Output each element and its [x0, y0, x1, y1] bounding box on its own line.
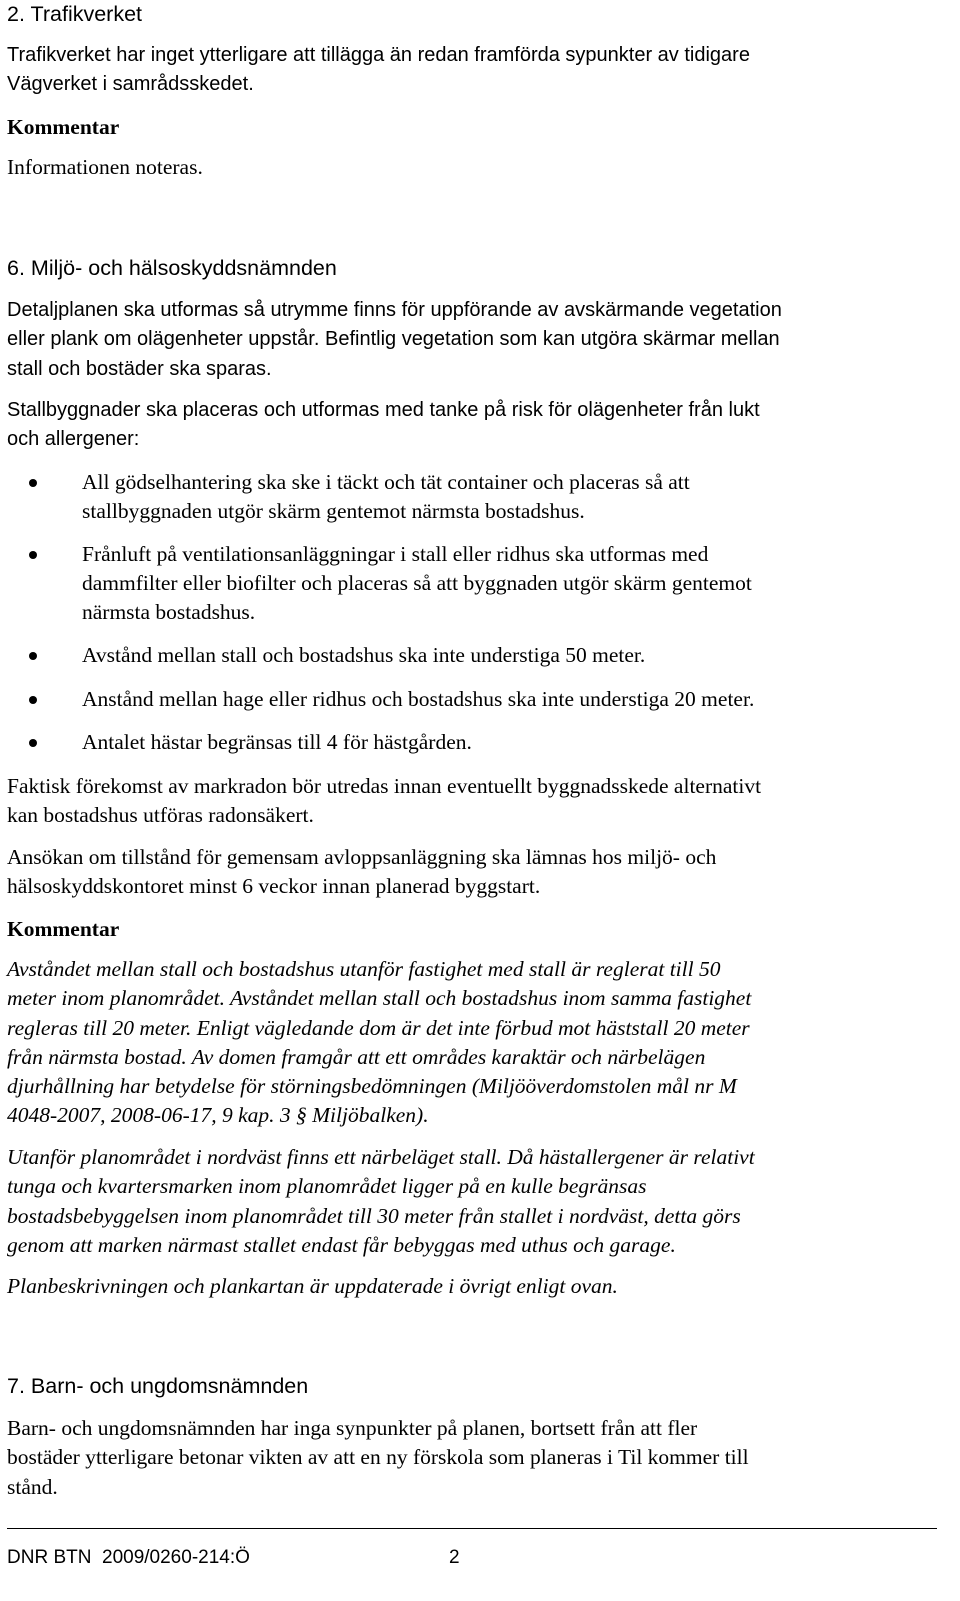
paragraph [7, 843, 947, 902]
bullet-icon [29, 739, 37, 747]
paragraph [7, 1414, 947, 1502]
paragraph [7, 296, 947, 384]
list-item: Frånluft på ventilationsanläggningar i stall eller ridhus ska utformas med dammfilter eller biofilter och placeras så att byggnaden utgör skärm gentemot närmsta bostadshus. [7, 540, 947, 628]
paragraph-line: Faktisk förekomst av markradon bör utredas innan eventuellt byggnadsskede alternativt [7, 774, 762, 798]
comment-text: Informationen noteras. [7, 155, 203, 179]
paragraph-line: genom att marken närmast stallet endast får bebyggas med uthus och garage. [7, 1232, 676, 1257]
page-number: 2 [449, 1547, 460, 1568]
paragraph-line: och allergener: [7, 428, 140, 451]
paragraph-line: Ansökan om tillstånd för gemensam avloppsanläggning ska lämnas hos miljö- och [7, 845, 717, 869]
paragraph-line: Avståndet mellan stall och bostadshus utanför fastighet med stall är reglerat till 50 [7, 957, 721, 981]
comment-label: Kommentar [7, 115, 120, 139]
document-reference: DNR BTN 2009/0260-214:Ö [7, 1547, 250, 1568]
paragraph-line: Vägverket i samrådsskedet. [7, 73, 254, 96]
paragraph-line: meter inom planområdet. Avståndet mellan stall och bostadshus inom samma fastighet [7, 986, 752, 1011]
bullet-icon [29, 551, 37, 559]
bullet-icon [29, 652, 37, 660]
bullet-icon [29, 479, 37, 487]
footer-divider [7, 1528, 937, 1529]
paragraph-line: Trafikverket har inget ytterligare att tillägga än redan framförda sypunkter av tidigare [7, 44, 750, 66]
section-heading: 6. Miljö- och hälsoskyddsnämnden [7, 256, 337, 280]
paragraph-line: kan bostadshus utföras radonsäkert. [7, 803, 314, 828]
paragraph-line: regleras till 20 meter. Enligt vägledande dom är det inte förbud mot häststall 20 meter [7, 1015, 750, 1040]
section-heading: 7. Barn- och ungdomsnämnden [7, 1374, 309, 1398]
comment-paragraph: Planbeskrivningen och plankartan är uppdaterade i övrigt enligt ovan. [7, 1274, 618, 1298]
paragraph-line: Barn- och ungdomsnämnden har inga synpunkter på planen, bortsett från att fler [7, 1416, 698, 1440]
paragraph-line: tunga och kvartersmarken inom planområdet ligger på en kulle begränsas [7, 1174, 647, 1199]
paragraph [7, 41, 947, 100]
bullet-list [7, 468, 947, 757]
list-item: Anstånd mellan hage eller ridhus och bostadshus ska inte understiga 20 meter. [7, 685, 947, 714]
paragraph-line: Utanför planområdet i nordväst finns ett närbeläget stall. Då hästallergener är relativt [7, 1145, 755, 1169]
comment-paragraph [7, 1143, 947, 1260]
paragraph-line: stånd. [7, 1474, 58, 1499]
paragraph-line: stall och bostäder ska sparas. [7, 357, 272, 380]
section-trafikverket [7, 0, 947, 28]
bullet-icon [29, 696, 37, 704]
section-heading: 2. Trafikverket [7, 2, 143, 26]
list-item: All gödselhantering ska ske i täckt och tät container och placeras så att stallbyggnaden utgör skärm gentemot närmsta bostadshus. [7, 468, 947, 527]
paragraph-line: bostadsbebyggelsen inom planområdet till 30 meter från stallet i nordväst, detta görs [7, 1203, 741, 1228]
paragraph-line: från närmsta bostad. Av domen framgår att ett områdes karaktär och närbelägen [7, 1044, 706, 1069]
paragraph-line: 4048-2007, 2008-06-17, 9 kap. 3 § Miljöbalken). [7, 1103, 429, 1128]
paragraph-line: bostäder ytterligare betonar vikten av att en ny förskola som planeras i Til kommer till [7, 1445, 749, 1470]
page-footer [7, 1546, 460, 1570]
paragraph-line: hälsoskyddskontoret minst 6 veckor innan planerad byggstart. [7, 874, 541, 899]
list-item: Avstånd mellan stall och bostadshus ska inte understiga 50 meter. [7, 641, 947, 670]
comment-label: Kommentar [7, 917, 120, 941]
paragraph-line: eller plank om olägenheter uppstår. Befintlig vegetation som kan utgöra skärmar mellan [7, 328, 780, 351]
paragraph-line: djurhållning har betydelse för störningsbedömningen (Miljööverdomstolen mål nr M [7, 1074, 737, 1099]
comment-paragraph [7, 955, 947, 1131]
paragraph [7, 396, 947, 455]
paragraph-line: Stallbyggnader ska placeras och utformas med tanke på risk för olägenheter från lukt [7, 399, 760, 421]
list-item: Antalet hästar begränsas till 4 för hästgården. [7, 728, 947, 757]
paragraph-line: Detaljplanen ska utformas så utrymme finns för uppförande av avskärmande vegetation [7, 299, 782, 321]
paragraph [7, 772, 947, 831]
